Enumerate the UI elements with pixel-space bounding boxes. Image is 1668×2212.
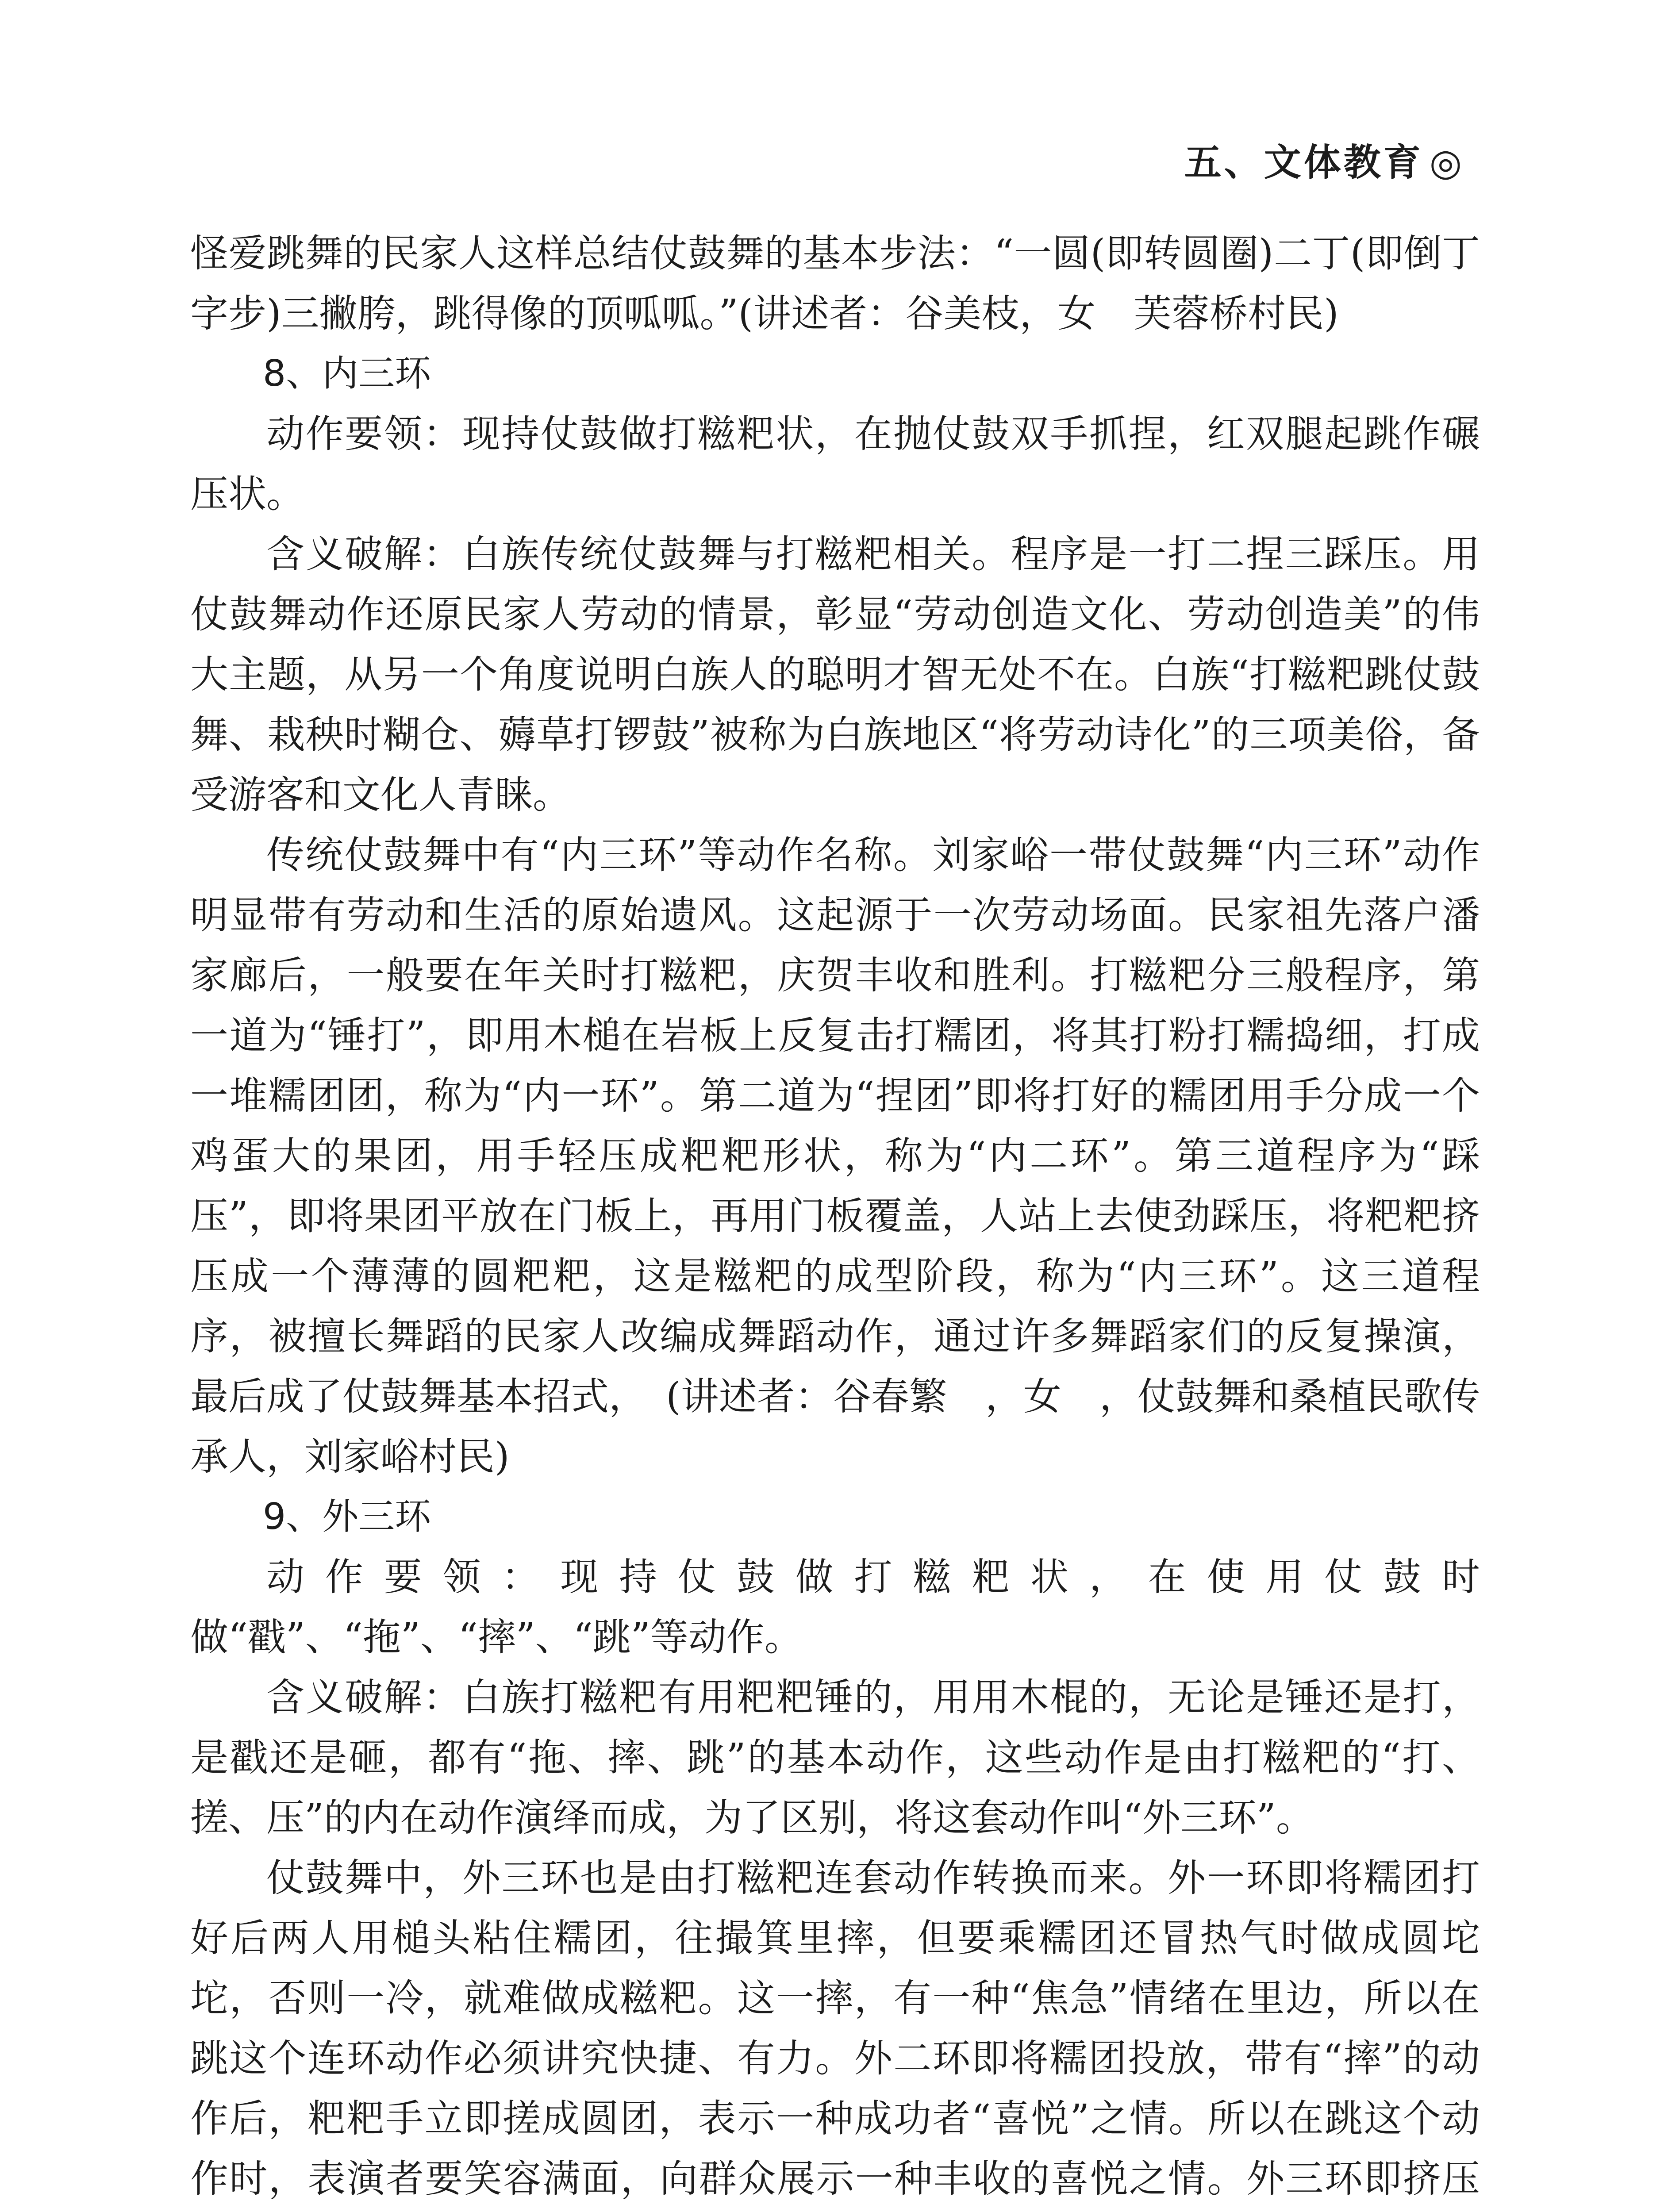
paragraph: 含义破解：白族打糍粑有用粑粑锤的，用用木棍的，无论是锤还是打，是戳还是砸，都有“拖、摔、跳”的基本动作，这些动作是由打糍粑的“打、搓、压”的内在动作演绎而成，为了区别，将这套动作叫“外三环”。 (190, 1675, 1480, 1840)
paragraph: 怪爱跳舞的民家人这样总结仗鼓舞的基本步法：“一圆(即转圆圈)二丁(即倒丁字步)三撇胯，跳得像的顶呱呱。”(讲述者：谷美枝，女 芙蓉桥村民) (190, 231, 1480, 336)
section-heading: 8、内三环 (263, 353, 431, 395)
body-text (190, 223, 1480, 2212)
running-header (1184, 133, 1464, 186)
paragraph: 传统仗鼓舞中有“内三环”等动作名称。刘家峪一带仗鼓舞“内三环”动作明显带有劳动和生活的原始遗风。这起源于一次劳动场面。民家祖先落户潘家廊后，一般要在年关时打糍粑，庆贺丰收和胜利。打糍粑分三般程序，第一道为“锤打”，即用木槌在岩板上反复击打糯团，将其打粉打糯捣细，打成一堆糯团团，称为“内一环”。第二道为“捏团”即将打好的糯团用手分成一个鸡蛋大的果团，用手轻压成粑粑形状，称为“内二环”。第三道程序为“踩压”，即将果团平放在门板上，再用门板覆盖，人站上去使劲踩压，将粑粑挤压成一个薄薄的圆粑粑，这是糍粑的成型阶段，称为“内三环”。这三道程序，被擅长舞蹈的民家人改编成舞蹈动作，通过许多舞蹈家们的反复操演，最后成了仗鼓舞基本招式， (讲述者：谷春繁 ，女 ，仗鼓舞和桑植民歌传承人，刘家峪村民) (190, 833, 1480, 1479)
chapter-title: 五、文体教育 (1184, 140, 1423, 184)
paragraph: 仗鼓舞中，外三环也是由打糍粑连套动作转换而来。外一环即将糯团打好后两人用槌头粘住糯团，往撮箕里摔，但要乘糯团还冒热气时做成圆坨坨，否则一冷，就难做成糍粑。这一摔，有一种“焦急”情绪在里边，所以在跳这个连环动作必须讲究快捷、有力。外二环即将糯团投放，带有“摔”的动作后，粑粑手立即搓成圆团，表示一种成功者“喜悦”之情。所以在跳这个动作时，表演者要笑容满面，向群众展示一种丰收的喜悦之情。外三环即挤压 (190, 1856, 1480, 2201)
paragraph: 动作要领：现持仗鼓做打糍粑状，在抛仗鼓双手抓捏，红双腿起跳作碾压状。 (190, 412, 1480, 516)
section-heading: 9、外三环 (263, 1496, 431, 1538)
paragraph: 含义破解：白族传统仗鼓舞与打糍粑相关。程序是一打二捏三踩压。用仗鼓舞动作还原民家人劳动的情景，彰显“劳动创造文化、劳动创造美”的伟大主题，从另一个角度说明白族人的聪明才智无处不在。白族“打糍粑跳仗鼓舞、栽秧时糊仓、薅草打锣鼓”被称为白族地区“将劳动诗化”的三项美俗，备受游客和文化人青睐。 (190, 532, 1480, 817)
ring-ornament-icon: ◎ (1429, 141, 1464, 184)
paragraph: 动作要领：现持仗鼓做打糍粑状，在使用仗鼓时做“戳”、“拖”、“摔”、“跳”等动作。 (190, 1555, 1480, 1659)
